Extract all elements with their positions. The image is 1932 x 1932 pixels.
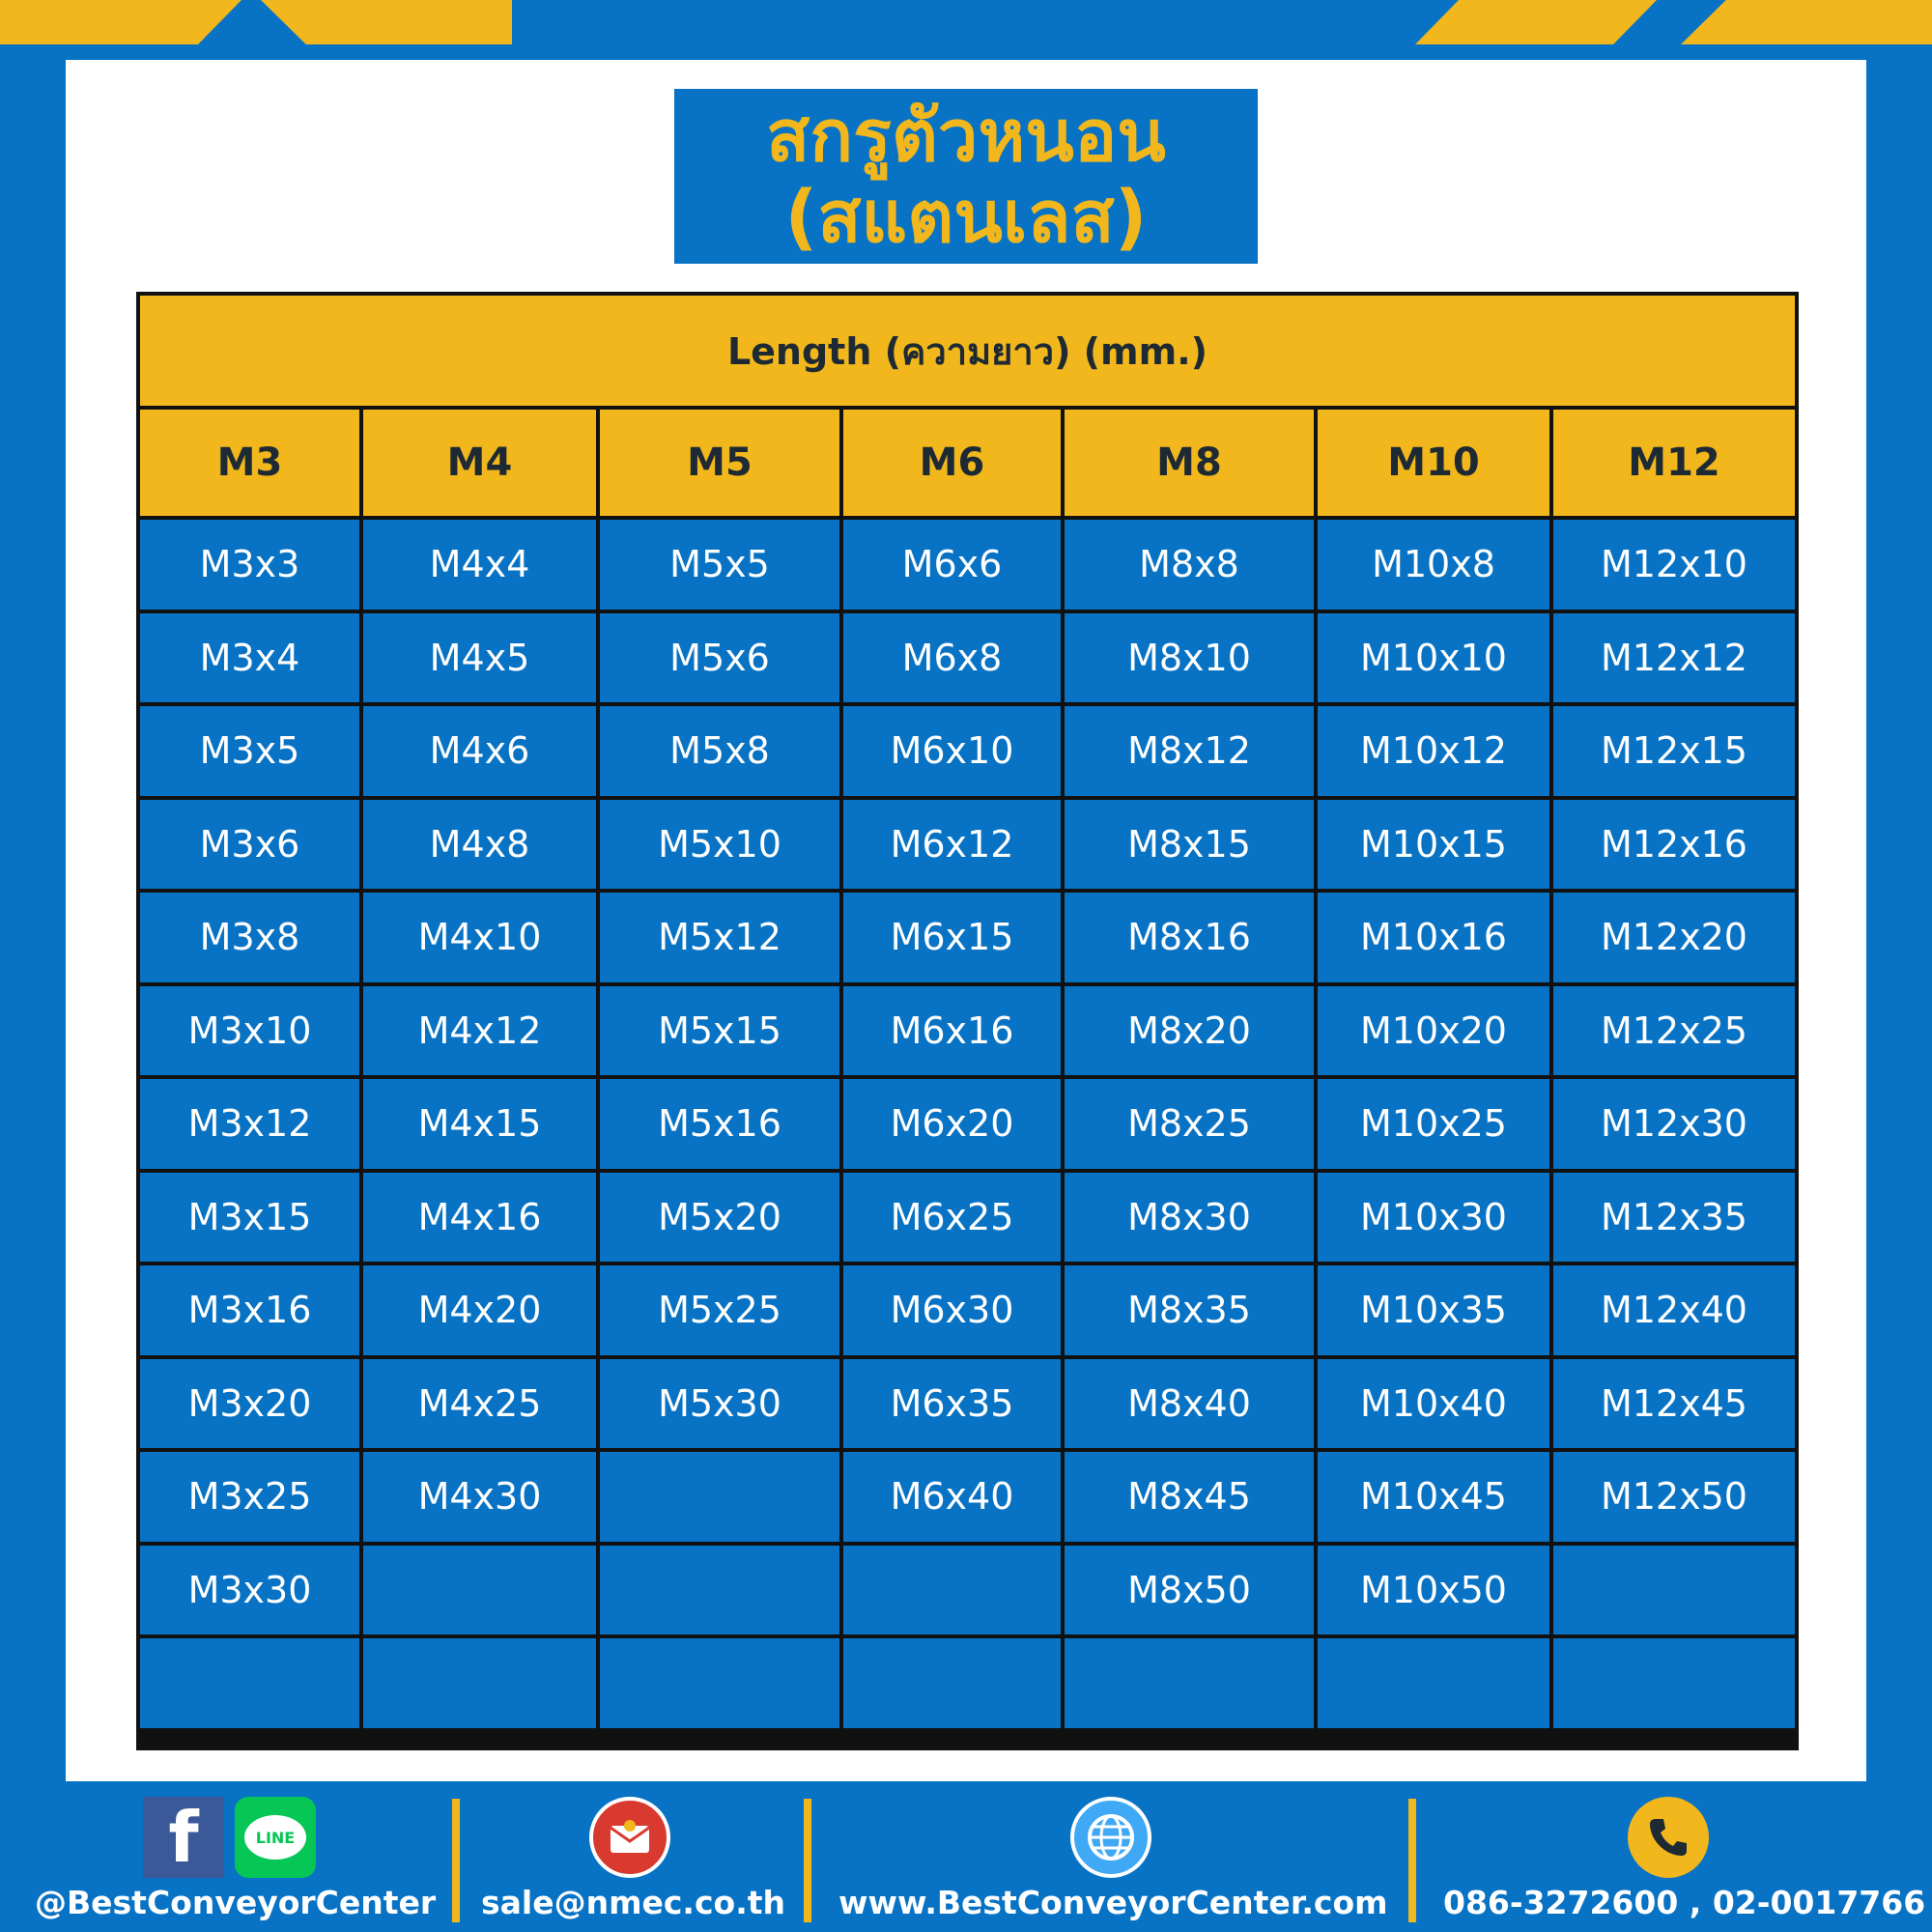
social-handle[interactable]: @BestConveyorCenter [35,1883,437,1921]
table-cell: M4x8 [363,800,596,890]
table-cell: M3x25 [140,1452,359,1542]
table-cell: M8x45 [1065,1452,1314,1542]
table-cell: M5x6 [600,613,839,703]
table-cell: M10x15 [1318,800,1549,890]
table-cell: M8x10 [1065,613,1314,703]
table-cell: M4x4 [363,520,596,610]
table-cell [1318,1638,1549,1728]
table-cell: M4x5 [363,613,596,703]
table-cell: M10x12 [1318,706,1549,796]
table-cell: M10x8 [1318,520,1549,610]
globe-icon[interactable] [1070,1797,1151,1878]
line-icon[interactable] [235,1797,316,1878]
table-cell: M10x50 [1318,1546,1549,1635]
table-cell [1065,1638,1314,1728]
table-cell: M4x6 [363,706,596,796]
table-cell: M4x30 [363,1452,596,1542]
phone-icon[interactable] [1628,1797,1709,1878]
line-bubble: LINE [244,1815,306,1860]
table-cell: M10x10 [1318,613,1549,703]
column-header: M6 [843,410,1061,516]
table-cell: M12x16 [1553,800,1795,890]
table-cell: M8x40 [1065,1359,1314,1449]
table-cell: M6x8 [843,613,1061,703]
decor-stripe [1681,0,1932,44]
table-cell: M8x8 [1065,520,1314,610]
website-url[interactable]: www.BestConveyorCenter.com [838,1883,1388,1921]
decor-stripe [0,0,242,44]
facebook-icon[interactable]: f [143,1797,224,1878]
table-cell [843,1638,1061,1728]
table-cell: M10x25 [1318,1079,1549,1169]
phone-glyph [1646,1815,1690,1860]
table-cell: M4x20 [363,1265,596,1355]
column-header: M8 [1065,410,1314,516]
table-cell: M3x6 [140,800,359,890]
table-cell: M10x45 [1318,1452,1549,1542]
table-cell: M10x20 [1318,986,1549,1076]
size-table [136,292,1799,1750]
title-line-1: สกรูตัวหนอน [766,94,1166,178]
table-cell: M12x12 [1553,613,1795,703]
table-cell [600,1452,839,1542]
phone-numbers[interactable]: 086-3272600 , 02-0017766 [1443,1883,1926,1921]
table-cell: M5x12 [600,893,839,982]
size-grid [140,410,1795,1747]
table-cell: M6x15 [843,893,1061,982]
table-cell: M6x10 [843,706,1061,796]
table-cell: M10x16 [1318,893,1549,982]
table-cell: M12x50 [1553,1452,1795,1542]
table-cell: M6x20 [843,1079,1061,1169]
table-cell: M5x20 [600,1173,839,1263]
table-cell: M8x16 [1065,893,1314,982]
table-cell: M4x16 [363,1173,596,1263]
table-cell: M5x10 [600,800,839,890]
table-cell: M12x40 [1553,1265,1795,1355]
table-cell: M3x15 [140,1173,359,1263]
table-cell: M10x40 [1318,1359,1549,1449]
table-cell: M3x5 [140,706,359,796]
table-cell: M8x50 [1065,1546,1314,1635]
table-cell: M8x15 [1065,800,1314,890]
column-header: M3 [140,410,359,516]
table-cell [843,1546,1061,1635]
table-cell: M4x12 [363,986,596,1076]
email-icon[interactable] [589,1797,670,1878]
table-cell: M5x16 [600,1079,839,1169]
table-cell: M3x30 [140,1546,359,1635]
table-cell: M12x45 [1553,1359,1795,1449]
table-cell: M6x16 [843,986,1061,1076]
column-header: M4 [363,410,596,516]
table-cell [1553,1546,1795,1635]
table-cell: M6x25 [843,1173,1061,1263]
table-cell: M8x20 [1065,986,1314,1076]
table-cell: M12x20 [1553,893,1795,982]
table-cell: M3x3 [140,520,359,610]
table-cell: M6x6 [843,520,1061,610]
column-header: M12 [1553,410,1795,516]
table-cell: M8x25 [1065,1079,1314,1169]
table-cell: M6x30 [843,1265,1061,1355]
footer-divider [804,1799,811,1922]
table-cell [140,1638,359,1728]
email-address[interactable]: sale@nmec.co.th [481,1883,785,1921]
table-cell: M5x25 [600,1265,839,1355]
footer-divider [1408,1799,1416,1922]
title-box [674,89,1258,264]
table-cell: M10x35 [1318,1265,1549,1355]
table-cell [600,1638,839,1728]
globe-glyph [1085,1811,1137,1863]
decor-stripe [1415,0,1657,44]
decor-stripe [261,0,512,44]
table-cell: M5x15 [600,986,839,1076]
envelope-icon [609,1820,651,1855]
table-cell: M3x20 [140,1359,359,1449]
table-cell: M3x16 [140,1265,359,1355]
table-cell [600,1546,839,1635]
table-cell: M3x10 [140,986,359,1076]
footer-divider [452,1799,460,1922]
table-cell: M5x30 [600,1359,839,1449]
table-cell: M5x8 [600,706,839,796]
table-cell: M12x15 [1553,706,1795,796]
table-cell: M6x35 [843,1359,1061,1449]
table-cell: M12x35 [1553,1173,1795,1263]
table-header-length: Length (ความยาว) (mm.) [140,296,1795,406]
table-cell: M4x10 [363,893,596,982]
column-header: M5 [600,410,839,516]
title-line-2: (สแตนเลส) [784,175,1148,259]
table-cell: M8x12 [1065,706,1314,796]
table-cell: M6x40 [843,1452,1061,1542]
table-cell: M12x10 [1553,520,1795,610]
table-cell: M5x5 [600,520,839,610]
table-cell: M3x8 [140,893,359,982]
table-cell: M3x4 [140,613,359,703]
table-cell [363,1638,596,1728]
table-cell: M12x25 [1553,986,1795,1076]
table-cell: M8x30 [1065,1173,1314,1263]
table-cell [1553,1638,1795,1728]
table-cell: M6x12 [843,800,1061,890]
table-cell: M10x30 [1318,1173,1549,1263]
table-cell: M4x25 [363,1359,596,1449]
column-header: M10 [1318,410,1549,516]
table-cell: M4x15 [363,1079,596,1169]
table-cell: M3x12 [140,1079,359,1169]
table-cell: M12x30 [1553,1079,1795,1169]
table-cell: M8x35 [1065,1265,1314,1355]
table-cell [363,1546,596,1635]
content-panel [66,60,1866,1781]
